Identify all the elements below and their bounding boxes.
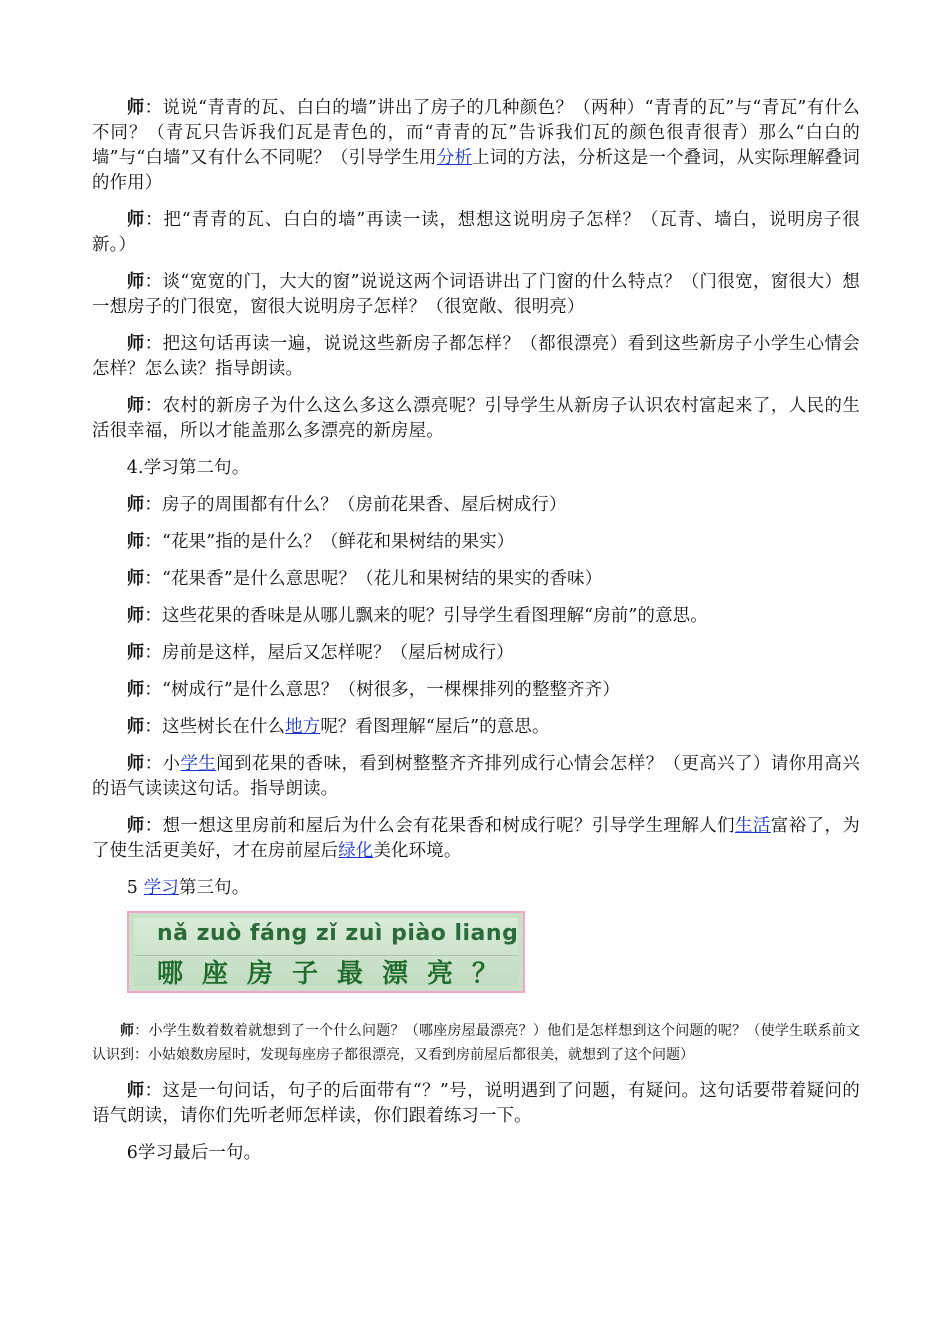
paragraph-text: ：这是一句问话，句子的后面带有“？”号，说明遇到了问题，有疑问。这句话要带着疑问的语气朗读，请你们先听老师怎样读，你们跟着练习一下。	[92, 1081, 860, 1126]
paragraph-text: ：房前是这样，屋后又怎样呢？（屋后树成行）	[144, 643, 514, 663]
paragraph-text: ：这些花果的香味是从哪儿飘来的呢？引导学生看图理解“房前”的意思。	[144, 606, 708, 626]
teacher-label: 师	[126, 680, 145, 700]
question-2	[92, 530, 860, 555]
paragraph-text: ：农村的新房子为什么这么多这么漂亮呢？引导学生从新房子认识农村富起来了，人民的生活很幸福，所以才能盖那么多漂亮的新房屋。	[92, 396, 860, 441]
question-8	[92, 752, 860, 802]
small-paragraph	[92, 1019, 860, 1067]
paragraph-text: ：“树成行”是什么意思？（树很多，一棵棵排列的整整齐齐）	[144, 680, 620, 700]
paragraph-text: 富裕了，为了使生活更美好，才在房前屋后	[92, 816, 860, 861]
document-page	[92, 96, 860, 1166]
paragraph-text: 闻到花果的香味，看到树整整齐齐排列成行心情会怎样？（更高兴了）请你用高兴的语气读读这句话。指导朗读。	[92, 754, 860, 799]
paragraph-4	[92, 332, 860, 382]
teacher-label: 师	[126, 754, 145, 774]
heading-text: 第三句。	[178, 878, 250, 898]
heading-number: 5	[126, 878, 144, 898]
teacher-label: 师	[120, 1023, 135, 1039]
paragraph-3	[92, 270, 860, 320]
paragraph-text: ：小学生数着数着就想到了一个什么问题？（哪座房屋最漂亮？）他们是怎样想到这个问题的呢？（使学生联系前文认识到：小姑娘数房屋时，发现每座房子都很漂亮，又看到房前屋后都很美，就想到了这个问题）	[92, 1023, 861, 1063]
paragraph-text: ：小	[144, 754, 181, 774]
paragraph-text: ：这些树长在什么	[144, 717, 286, 737]
paragraph-text: ：想一想这里房前和屋后为什么会有花果香和树成行呢？引导学生理解人们	[144, 816, 736, 836]
teacher-label: 师	[126, 396, 145, 416]
question-1	[92, 493, 860, 518]
paragraph-text: ：谈“宽宽的门，大大的窗”说说这两个词语讲出了门窗的什么特点？（门很宽，窗很大）想一想房子的门很宽，窗很大说明房子怎样？（很宽敞、很明亮）	[92, 272, 860, 317]
link-study[interactable]: 学习	[143, 878, 179, 898]
paragraph-text: 呢？看图理解“屋后”的意思。	[320, 717, 550, 737]
question-4	[92, 604, 860, 629]
pinyin-banner-image	[127, 911, 525, 993]
link-greening[interactable]: 绿化	[338, 841, 374, 861]
section-heading-4: 4.学习第二句。	[126, 458, 250, 478]
teacher-label: 师	[126, 98, 145, 118]
question-5	[92, 641, 860, 666]
section-heading-6: 6学习最后一句。	[126, 1143, 262, 1163]
paragraph-1	[92, 96, 860, 196]
paragraph-text: ：房子的周围都有什么？（房前花果香、屋后树成行）	[144, 495, 567, 515]
teacher-label: 师	[126, 717, 145, 737]
paragraph-text: 上词的方法，分析这是一个叠词，从实际理解叠词的作用）	[92, 148, 861, 193]
paragraph-text: ：“花果香”是什么意思呢？（花儿和果树结的果实的香味）	[144, 569, 603, 589]
teacher-label: 师	[126, 816, 145, 836]
link-place[interactable]: 地方	[285, 717, 321, 737]
banner-hanzi: 哪座房子最漂亮？	[157, 959, 518, 989]
question-6	[92, 678, 860, 703]
paragraph-2	[92, 208, 860, 258]
link-analysis[interactable]: 分析	[436, 148, 473, 168]
teacher-label: 师	[126, 334, 145, 354]
question-9	[92, 814, 860, 864]
teacher-label: 师	[126, 643, 145, 663]
link-life[interactable]: 生活	[735, 816, 771, 836]
paragraph-5	[92, 394, 860, 444]
paragraph-text: ：把“青青的瓦、白白的墙”再读一读，想想这说明房子怎样？（瓦青、墙白，说明房子很新。）	[92, 210, 860, 255]
teacher-label: 师	[126, 1081, 145, 1101]
teacher-label: 师	[126, 569, 145, 589]
teacher-label: 师	[126, 210, 146, 230]
teacher-label: 师	[126, 532, 145, 552]
teacher-label: 师	[126, 606, 145, 626]
paragraph-text: 美化环境。	[373, 841, 462, 861]
paragraph-text: ：说说“青青的瓦、白白的墙”讲出了房子的几种颜色？（两种）“青青的瓦”与“青瓦”有什么不同？（青瓦只告诉我们瓦是青色的，而“青青的瓦”告诉我们瓦的颜色很青很青）那么“白白的墙”与“白墙”又有什么不同呢？（引导学生用	[92, 98, 860, 168]
paragraph-text: ：把这句话再读一遍，说说这些新房子都怎样？（都很漂亮）看到这些新房子小学生心情会怎样？怎么读？指导朗读。	[92, 334, 860, 379]
question-7	[92, 715, 860, 740]
paragraph-text: ：“花果”指的是什么？（鲜花和果树结的果实）	[144, 532, 515, 552]
paragraph-6	[92, 1079, 860, 1129]
teacher-label: 师	[126, 495, 145, 515]
question-3	[92, 567, 860, 592]
teacher-label: 师	[126, 272, 145, 292]
section-heading-5	[92, 876, 860, 901]
banner-pinyin: nǎ zuò fáng zǐ zuì piào liang	[157, 921, 519, 946]
link-student[interactable]: 学生	[180, 754, 217, 774]
